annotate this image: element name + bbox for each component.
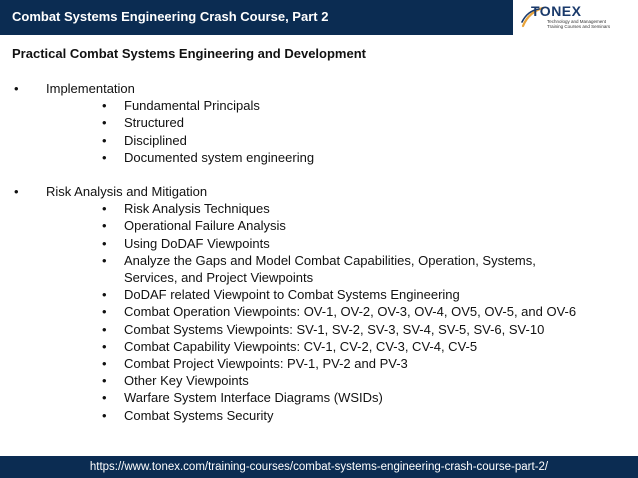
list-item: • Risk Analysis Techniques <box>46 200 638 217</box>
list-item: • Structured <box>46 114 638 131</box>
list-item: • Combat Systems Security <box>46 407 638 424</box>
bullet-content <box>0 80 638 424</box>
section-label: Implementation <box>46 81 135 96</box>
list-item: • Documented system engineering <box>46 149 638 166</box>
list-item: • Fundamental Principals <box>46 97 638 114</box>
section-risk-analysis <box>0 183 638 424</box>
list-item: • Other Key Viewpoints <box>46 372 638 389</box>
logo-wordmark: TONEX <box>531 3 582 19</box>
section-implementation <box>0 80 638 166</box>
section-label: Risk Analysis and Mitigation <box>46 184 208 200</box>
list-item: • Warfare System Interface Diagrams (WSIDs) <box>46 389 638 406</box>
sub-list <box>46 200 638 424</box>
list-item: • Using DoDAF Viewpoints <box>46 235 638 252</box>
list-item: • DoDAF related Viewpoint to Combat Systems Engineering <box>46 286 638 303</box>
logo-tagline: Technology and Management <box>547 19 607 24</box>
list-item: • Disciplined <box>46 132 638 149</box>
footer-bar <box>0 456 638 478</box>
list-item: • Combat Operation Viewpoints: OV-1, OV-2, OV-3, OV-4, OV5, OV-5, and OV-6 <box>46 303 638 320</box>
list-item: • Operational Failure Analysis <box>46 217 638 234</box>
list-item: • Combat Capability Viewpoints: CV-1, CV-2, CV-3, CV-4, CV-5 <box>46 338 638 355</box>
list-item: • Combat Systems Viewpoints: SV-1, SV-2, SV-3, SV-4, SV-5, SV-6, SV-10 <box>46 321 638 338</box>
tonex-logo <box>513 0 638 35</box>
sub-list <box>46 97 638 166</box>
slide-title: Combat Systems Engineering Crash Course, Part 2 <box>12 9 329 24</box>
header-bar <box>0 0 638 35</box>
logo-tagline: Training Courses and Seminars <box>547 24 611 29</box>
list-item: • Analyze the Gaps and Model Combat Capabilities, Operation, Systems, Services, and Project Viewpoints <box>46 252 638 286</box>
list-item: • Combat Project Viewpoints: PV-1, PV-2 and PV-3 <box>46 355 638 372</box>
slide-subtitle: Practical Combat Systems Engineering and Development <box>12 46 366 61</box>
footer-url-link[interactable]: https://www.tonex.com/training-courses/combat-systems-engineering-crash-course-part-2/ <box>89 461 549 473</box>
